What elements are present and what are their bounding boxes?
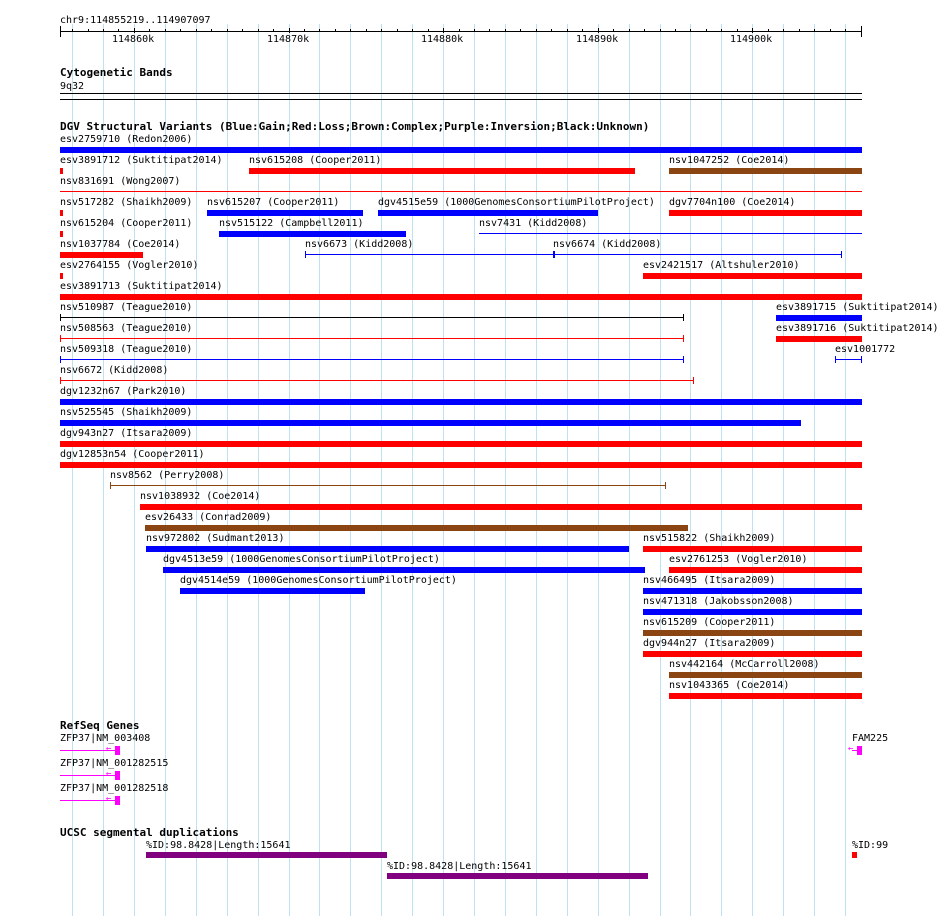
dgv-feature-bar[interactable] <box>146 546 629 552</box>
ruler-tick <box>768 29 769 32</box>
dgv-feature-label[interactable]: dgv1232n67 (Park2010) <box>60 386 187 397</box>
ruler-tick <box>783 29 784 32</box>
dgv-feature-line[interactable] <box>479 233 862 234</box>
ruler-position: chr9:114855219..114907097 <box>60 15 211 26</box>
ruler-tick <box>211 29 212 32</box>
dgv-feature-bar[interactable] <box>60 441 862 447</box>
dgv-feature-label[interactable]: nsv471318 (Jakobsson2008) <box>643 596 794 607</box>
dgv-feature-label[interactable]: nsv6674 (Kidd2008) <box>553 239 662 250</box>
ruler-tick <box>397 29 398 32</box>
ruler-tick <box>350 29 351 32</box>
grid-line <box>505 24 506 916</box>
gene-label[interactable]: ZFP37|NM_001282515 <box>60 758 169 769</box>
dgv-feature-bar[interactable] <box>60 252 143 258</box>
dgv-feature-label[interactable]: nsv7431 (Kidd2008) <box>479 218 588 229</box>
gene-exon-block[interactable] <box>115 746 120 755</box>
dgv-feature-bar[interactable] <box>643 273 862 279</box>
ruler-tick <box>536 29 537 32</box>
ruler-tick <box>366 29 367 32</box>
dgv-feature-cap <box>60 314 61 321</box>
dgv-feature-label[interactable]: nsv510987 (Teague2010) <box>60 302 193 313</box>
strand-arrow-icon: ← <box>106 769 112 779</box>
dgv-feature-label[interactable]: nsv466495 (Itsara2009) <box>643 575 776 586</box>
dgv-feature-label[interactable]: dgv943n27 (Itsara2009) <box>60 428 193 439</box>
dgv-feature-label[interactable]: esv1001772 <box>835 344 896 355</box>
dgv-feature-label[interactable]: esv2761253 (Vogler2010) <box>669 554 808 565</box>
dgv-feature-label[interactable]: nsv442164 (McCarroll2008) <box>669 659 820 670</box>
gene-exon-block[interactable] <box>857 746 862 755</box>
ruler-tick <box>582 29 583 32</box>
dgv-feature-bar[interactable] <box>643 588 862 594</box>
dgv-feature-line[interactable] <box>553 254 842 255</box>
ruler-tick <box>505 29 506 32</box>
ruler-tick <box>489 29 490 32</box>
dgv-feature-bar[interactable] <box>776 336 862 342</box>
ruler-tick <box>412 29 413 32</box>
dgv-feature-bar[interactable] <box>60 231 63 237</box>
ruler-tick <box>690 29 691 32</box>
ruler-tick <box>737 29 738 32</box>
dgv-feature-cap <box>60 356 61 363</box>
ruler-tick <box>72 29 73 32</box>
ruler-tick <box>88 29 89 32</box>
gene-label[interactable]: ZFP37|NM_001282518 <box>60 783 169 794</box>
dgv-feature-bar[interactable] <box>60 294 862 300</box>
cytoband-bar <box>60 99 862 100</box>
grid-line <box>660 24 661 916</box>
ruler-tick <box>675 29 676 32</box>
dgv-feature-label[interactable]: nsv615208 (Cooper2011) <box>249 155 382 166</box>
dgv-feature-label[interactable]: nsv972802 (Sudmant2013) <box>146 533 285 544</box>
dgv-feature-line[interactable] <box>835 359 862 360</box>
dgv-feature-bar[interactable] <box>643 609 862 615</box>
dgv-feature-bar[interactable] <box>643 546 862 552</box>
ruler-tick <box>845 29 846 32</box>
ruler-tick <box>381 29 382 32</box>
ruler-tick <box>227 29 228 32</box>
ruler-tick-label: 114900k <box>730 34 773 45</box>
ruler-end-cap <box>60 26 61 37</box>
dgv-feature-label[interactable]: dgv4515e59 (1000GenomesConsortiumPilotProject) <box>378 197 655 208</box>
segdup-label[interactable]: %ID:99 <box>852 840 889 851</box>
dgv-feature-label[interactable]: nsv515122 (Campbell2011) <box>219 218 364 229</box>
dgv-feature-label[interactable]: esv26433 (Conrad2009) <box>145 512 272 523</box>
dgv-feature-label[interactable]: dgv4514e59 (1000GenomesConsortiumPilotProject) <box>180 575 457 586</box>
ruler-tick <box>830 29 831 32</box>
segdup-bar[interactable] <box>146 852 387 858</box>
cytoband-label[interactable]: 9q32 <box>60 81 85 92</box>
dgv-track-title: DGV Structural Variants (Blue:Gain;Red:Loss;Brown:Complex;Purple:Inversion;Black:Unknown) <box>60 120 650 133</box>
grid-line <box>629 24 630 916</box>
dgv-feature-bar[interactable] <box>776 315 862 321</box>
gene-exon-block[interactable] <box>115 796 120 805</box>
dgv-feature-label[interactable]: nsv615207 (Cooper2011) <box>207 197 340 208</box>
dgv-feature-label[interactable]: nsv6673 (Kidd2008) <box>305 239 414 250</box>
ruler-tick <box>118 29 119 32</box>
dgv-feature-cap <box>305 251 306 258</box>
dgv-feature-bar[interactable] <box>669 567 862 573</box>
dgv-feature-label[interactable]: nsv8562 (Perry2008) <box>110 470 225 481</box>
ruler-tick <box>242 29 243 32</box>
grid-line <box>567 24 568 916</box>
dgv-feature-label[interactable]: nsv525545 (Shaikh2009) <box>60 407 193 418</box>
ruler-tick <box>567 29 568 32</box>
ruler-tick <box>520 29 521 32</box>
dgv-feature-label[interactable]: esv3891715 (Suktitipat2014) <box>776 302 939 313</box>
dgv-feature-bar[interactable] <box>163 567 645 573</box>
dgv-feature-cap <box>60 335 61 342</box>
dgv-feature-bar[interactable] <box>60 147 862 153</box>
dgv-feature-label[interactable]: nsv509318 (Teague2010) <box>60 344 193 355</box>
grid-line <box>412 24 413 916</box>
dgv-feature-bar[interactable] <box>219 231 406 237</box>
dgv-feature-label[interactable]: dgv4513e59 (1000GenomesConsortiumPilotProject) <box>163 554 440 565</box>
ruler-tick <box>335 29 336 32</box>
dgv-feature-line[interactable] <box>60 359 684 360</box>
ruler-tick <box>134 28 135 33</box>
dgv-feature-label[interactable]: nsv1038932 (Coe2014) <box>140 491 261 502</box>
dgv-feature-label[interactable]: nsv615204 (Cooper2011) <box>60 218 193 229</box>
ruler-end-cap <box>861 26 862 37</box>
dgv-feature-cap <box>683 356 684 363</box>
ruler-tick <box>706 29 707 32</box>
dgv-feature-cap <box>665 482 666 489</box>
ruler-tick <box>103 29 104 32</box>
dgv-feature-bar[interactable] <box>669 210 862 216</box>
ruler-tick <box>752 28 753 33</box>
ruler-tick <box>799 29 800 32</box>
dgv-feature-label[interactable]: nsv508563 (Teague2010) <box>60 323 193 334</box>
ruler-tick <box>660 29 661 32</box>
gene-exon-block[interactable] <box>115 771 120 780</box>
dgv-feature-cap <box>683 335 684 342</box>
dgv-feature-label[interactable]: esv3891712 (Suktitipat2014) <box>60 155 223 166</box>
dgv-feature-label[interactable]: esv3891716 (Suktitipat2014) <box>776 323 939 334</box>
dgv-feature-label[interactable]: dgv7704n100 (Coe2014) <box>669 197 796 208</box>
dgv-feature-label[interactable]: nsv1043365 (Coe2014) <box>669 680 790 691</box>
dgv-feature-bar[interactable] <box>60 420 801 426</box>
dgv-feature-cap <box>683 314 684 321</box>
ruler-tick <box>459 29 460 32</box>
ruler-tick <box>196 29 197 32</box>
strand-arrow-icon: ← <box>106 744 112 754</box>
ruler-tick <box>629 29 630 32</box>
dgv-feature-label[interactable]: nsv6672 (Kidd2008) <box>60 365 169 376</box>
dgv-feature-bar[interactable] <box>643 651 862 657</box>
segdup-bar[interactable] <box>852 852 857 858</box>
gene-label[interactable]: ZFP37|NM_003408 <box>60 733 151 744</box>
cytoband-bar[interactable] <box>60 93 862 94</box>
dgv-feature-label[interactable]: esv2759710 (Redon2006) <box>60 134 193 145</box>
dgv-feature-line[interactable] <box>60 191 862 192</box>
ruler-tick <box>258 29 259 32</box>
dgv-feature-bar[interactable] <box>669 693 862 699</box>
ruler-tick <box>644 29 645 32</box>
dgv-feature-line[interactable] <box>305 254 555 255</box>
ruler-tick <box>598 28 599 33</box>
dgv-feature-label[interactable]: esv2421517 (Altshuler2010) <box>643 260 800 271</box>
dgv-feature-bar[interactable] <box>60 210 63 216</box>
ruler-tick <box>289 28 290 33</box>
grid-line <box>814 24 815 916</box>
dgv-feature-label[interactable]: dgv944n27 (Itsara2009) <box>643 638 776 649</box>
dgv-feature-cap <box>110 482 111 489</box>
segdup-track-title: UCSC segmental duplications <box>60 826 239 839</box>
ruler-tick <box>551 29 552 32</box>
dgv-feature-label[interactable]: nsv1047252 (Coe2014) <box>669 155 790 166</box>
dgv-feature-line[interactable] <box>60 338 684 339</box>
ruler-tick-label: 114870k <box>267 34 310 45</box>
dgv-feature-cap <box>861 356 862 363</box>
dgv-feature-label[interactable]: nsv517282 (Shaikh2009) <box>60 197 193 208</box>
segdup-label[interactable]: %ID:98.8428|Length:15641 <box>387 861 532 872</box>
segdup-bar[interactable] <box>387 873 648 879</box>
grid-line <box>845 24 846 916</box>
ruler-tick <box>443 28 444 33</box>
dgv-feature-bar[interactable] <box>207 210 363 216</box>
ruler-tick-label: 114880k <box>421 34 464 45</box>
grid-line <box>227 24 228 916</box>
dgv-feature-bar[interactable] <box>249 168 635 174</box>
dgv-feature-line[interactable] <box>110 485 666 486</box>
dgv-feature-bar[interactable] <box>60 462 862 468</box>
refseq-track-title: RefSeq Genes <box>60 719 140 732</box>
gene-label[interactable]: FAM225 <box>852 733 889 744</box>
dgv-feature-cap <box>841 251 842 258</box>
dgv-feature-bar[interactable] <box>180 588 365 594</box>
dgv-feature-cap <box>60 377 61 384</box>
dgv-feature-bar[interactable] <box>60 399 862 405</box>
ruler-tick <box>814 29 815 32</box>
ruler-tick <box>428 29 429 32</box>
dgv-feature-bar[interactable] <box>378 210 598 216</box>
dgv-feature-label[interactable]: esv2764155 (Vogler2010) <box>60 260 199 271</box>
dgv-feature-bar[interactable] <box>669 672 862 678</box>
dgv-feature-bar[interactable] <box>60 168 63 174</box>
dgv-feature-label[interactable]: esv3891713 (Suktitipat2014) <box>60 281 223 292</box>
dgv-feature-cap <box>553 251 554 258</box>
cytoband-track-title: Cytogenetic Bands <box>60 66 173 79</box>
ruler-tick <box>319 29 320 32</box>
dgv-feature-bar[interactable] <box>643 630 862 636</box>
dgv-feature-label[interactable]: nsv831691 (Wong2007) <box>60 176 181 187</box>
dgv-feature-cap <box>835 356 836 363</box>
ruler-tick-label: 114890k <box>576 34 619 45</box>
ruler-tick <box>474 29 475 32</box>
dgv-feature-cap <box>693 377 694 384</box>
dgv-feature-label[interactable]: nsv615209 (Cooper2011) <box>643 617 776 628</box>
dgv-feature-label[interactable]: dgv12853n54 (Cooper2011) <box>60 449 205 460</box>
dgv-feature-bar[interactable] <box>145 525 688 531</box>
ruler-tick <box>180 29 181 32</box>
grid-line <box>598 24 599 916</box>
dgv-feature-bar[interactable] <box>60 273 63 279</box>
ruler-tick <box>273 29 274 32</box>
dgv-feature-line[interactable] <box>60 380 694 381</box>
dgv-feature-bar[interactable] <box>669 168 862 174</box>
ruler-tick <box>613 29 614 32</box>
ruler-tick-label: 114860k <box>112 34 155 45</box>
ruler-tick <box>165 29 166 32</box>
grid-line <box>536 24 537 916</box>
strand-arrow-icon: ← <box>848 744 854 754</box>
strand-arrow-icon: ← <box>106 794 112 804</box>
dgv-feature-line[interactable] <box>60 317 684 318</box>
ruler-tick <box>149 29 150 32</box>
dgv-feature-bar[interactable] <box>140 504 862 510</box>
segdup-label[interactable]: %ID:98.8428|Length:15641 <box>146 840 291 851</box>
ruler-tick <box>304 29 305 32</box>
grid-line <box>443 24 444 916</box>
dgv-feature-label[interactable]: nsv1037784 (Coe2014) <box>60 239 181 250</box>
ruler-tick <box>721 29 722 32</box>
grid-line <box>474 24 475 916</box>
dgv-feature-label[interactable]: nsv515822 (Shaikh2009) <box>643 533 776 544</box>
